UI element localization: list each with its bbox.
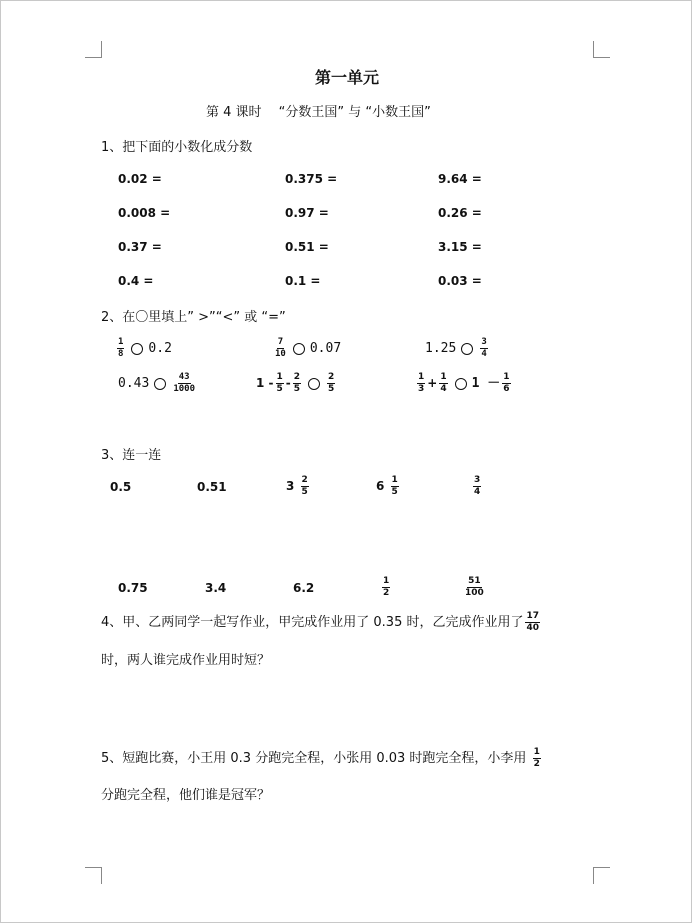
q5-line2: 分跑完全程，他们谁是冠军？ [101,788,271,803]
q5-line1: 5、短跑比赛，小王用 0.3 分跑完全程，小张用 0.03 时跑完全程，小李用 $\frac{1}{2}$ [101,747,540,769]
q2-item: $\frac{7}{10}$ 0.07 [275,337,342,359]
q1-item: 0.1 = [285,274,321,288]
corner-mark [593,41,610,58]
q2-item: 1.25 $\frac{3}{4}$ [425,337,487,359]
answer-circle[interactable] [293,343,305,355]
corner-mark [85,867,102,884]
q1-item: 0.375 = [285,172,338,186]
answer-circle[interactable] [461,343,473,355]
q4-line1: 4、甲、乙两同学一起写作业，甲完成作业用了 0.35 时，乙完成作业用了 $\frac{17}{40}$ [101,611,540,633]
q3-heading: 3、连一连 [101,448,162,463]
answer-circle[interactable] [455,378,467,390]
match-item-bottom[interactable]: 0.75 [118,581,148,595]
match-item-bottom[interactable]: 6.2 [293,581,315,595]
q2-item: 1 - $\frac{1}{5}$ - $\frac{2}{5}$ $\frac{2}{5}$ [256,372,335,394]
q2-item: $\frac{1}{8}$ 0.2 [118,337,172,359]
page-title: 第一单元 [314,68,379,87]
answer-circle[interactable] [131,343,143,355]
corner-mark [593,867,610,884]
q1-item: 0.02 = [118,172,162,186]
corner-mark [85,41,102,58]
q1-item: 0.008 = [118,206,171,220]
lesson-subtitle: 第 4 课时 “分数王国” 与 “小数王国” [206,105,431,120]
q4-line2: 时，两人谁完成作业用时短？ [101,653,271,668]
answer-circle[interactable] [308,378,320,390]
q2-item: $\frac{1}{3}$ + $\frac{1}{4}$ 1 － $\frac{1}{6}$ [418,372,510,394]
q1-item: 0.51 = [285,240,329,254]
q1-item: 0.03 = [438,274,482,288]
q1-item: 9.64 = [438,172,482,186]
q2-heading: 2、在〇里填上” >”“<” 或 “=” [101,310,286,325]
q1-item: 0.4 = [118,274,154,288]
match-item-top[interactable]: 0.51 [197,480,227,494]
q1-item: 0.26 = [438,206,482,220]
match-item-top[interactable]: $\frac{3}{4}$ [474,475,481,497]
match-item-top[interactable]: 3 $\frac{2}{5}$ [286,475,308,497]
match-item-top[interactable]: 0.5 [110,480,132,494]
q1-item: 3.15 = [438,240,482,254]
match-item-top[interactable]: 6 $\frac{1}{5}$ [376,475,398,497]
match-item-bottom[interactable]: 3.4 [205,581,227,595]
q1-item: 0.37 = [118,240,162,254]
match-item-bottom[interactable]: $\frac{1}{2}$ [383,576,390,598]
answer-circle[interactable] [154,378,166,390]
q1-heading: 1、把下面的小数化成分数 [101,140,253,155]
q2-item: 0.43 $\frac{43}{1000}$ [118,372,195,394]
q1-item: 0.97 = [285,206,329,220]
match-item-bottom[interactable]: $\frac{51}{100}$ [465,576,484,598]
